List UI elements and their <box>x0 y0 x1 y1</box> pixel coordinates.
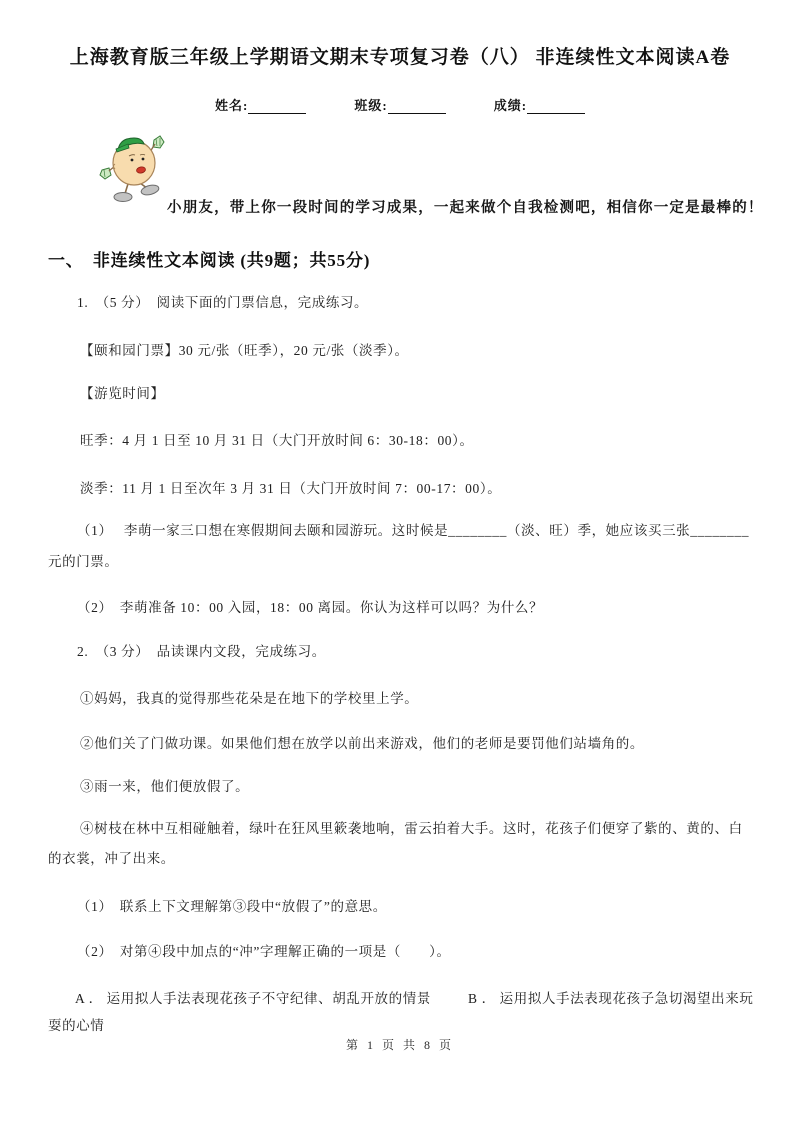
doc-line-14: （1） 联系上下文理解第③段中“放假了”的意思。 <box>77 899 387 914</box>
doc-line-0: 1. （5 分） 阅读下面的门票信息，完成练习。 <box>77 295 369 310</box>
doc-line-7: （2） 李萌准备 10：00 入园，18：00 离园。你认为这样可以吗？为什么？ <box>77 600 544 615</box>
doc-line-8: 2. （3 分） 品读课内文段，完成练习。 <box>77 644 326 659</box>
intro-text: 小朋友，带上你一段时间的学习成果，一起来做个自我检测吧，相信你一定是最棒的！ <box>167 200 764 216</box>
mascot-shoes <box>114 183 160 201</box>
doc-line-15: （2） 对第④段中加点的“冲”字理解正确的一项是（ ）。 <box>77 944 451 959</box>
meta-field-score <box>494 95 585 114</box>
doc-line-1: 【颐和园门票】30 元/张（旺季），20 元/张（淡季）。 <box>80 343 409 358</box>
doc-line-12: ④树枝在林中互相碰触着，绿叶在狂风里簌袭地响，雷云拍着大手。这时，花孩子们便穿了紫的、黄的、白 <box>80 821 743 836</box>
doc-line-3: 旺季：4 月 1 日至 10 月 31 日（大门开放时间 6：30-18：00）。 <box>80 433 474 448</box>
doc-line-11: ③雨一来，他们便放假了。 <box>80 779 250 794</box>
doc-line-2: 【游览时间】 <box>80 386 165 401</box>
doc-line-16: A ． 运用拟人手法表现花孩子不守纪律、胡乱开放的情景 <box>75 991 431 1006</box>
meta-fields <box>215 95 585 114</box>
doc-line-10: ②他们关了门做功课。如果他们想在放学以前出来游戏，他们的老师是要罚他们站墙角的。 <box>80 736 644 751</box>
section-heading: 一、 非连续性文本阅读 (共9题；共55分) <box>48 251 371 270</box>
meta-field-blank <box>248 99 306 114</box>
doc-line-9: ①妈妈，我真的觉得那些花朵是在地下的学校里上学。 <box>80 691 419 706</box>
meta-field-label: 成绩: <box>493 98 528 113</box>
doc-line-13: 的衣裳，冲了出来。 <box>48 851 175 866</box>
meta-field-blank <box>388 99 446 114</box>
doc-line-6: 元的门票。 <box>48 554 119 569</box>
doc-line-5: （1） 李萌一家三口想在寒假期间去颐和园游玩。这时候是________（淡、旺）季，她应该买三张________ <box>77 523 750 538</box>
page-number-footer: 第 1 页 共 8 页 <box>345 1038 454 1052</box>
doc-line-18: 耍的心情 <box>48 1018 105 1033</box>
meta-field-label: 姓名: <box>215 98 249 113</box>
page-title: 上海教育版三年级上学期语文期末专项复习卷（八） 非连续性文本阅读A卷 <box>69 47 731 68</box>
meta-field-class <box>354 95 445 114</box>
doc-line-17: B ． 运用拟人手法表现花孩子急切渴望出来玩 <box>468 991 754 1006</box>
doc-line-4: 淡季：11 月 1 日至次年 3 月 31 日（大门开放时间 7：00-17：00）。 <box>80 481 502 496</box>
cartoon-boy-mascot <box>94 126 176 208</box>
mascot-right-hand <box>153 136 164 148</box>
meta-field-label: 班级: <box>354 98 388 113</box>
mascot-left-hand <box>100 168 111 179</box>
meta-field-name <box>215 95 306 114</box>
meta-field-blank <box>527 99 585 114</box>
